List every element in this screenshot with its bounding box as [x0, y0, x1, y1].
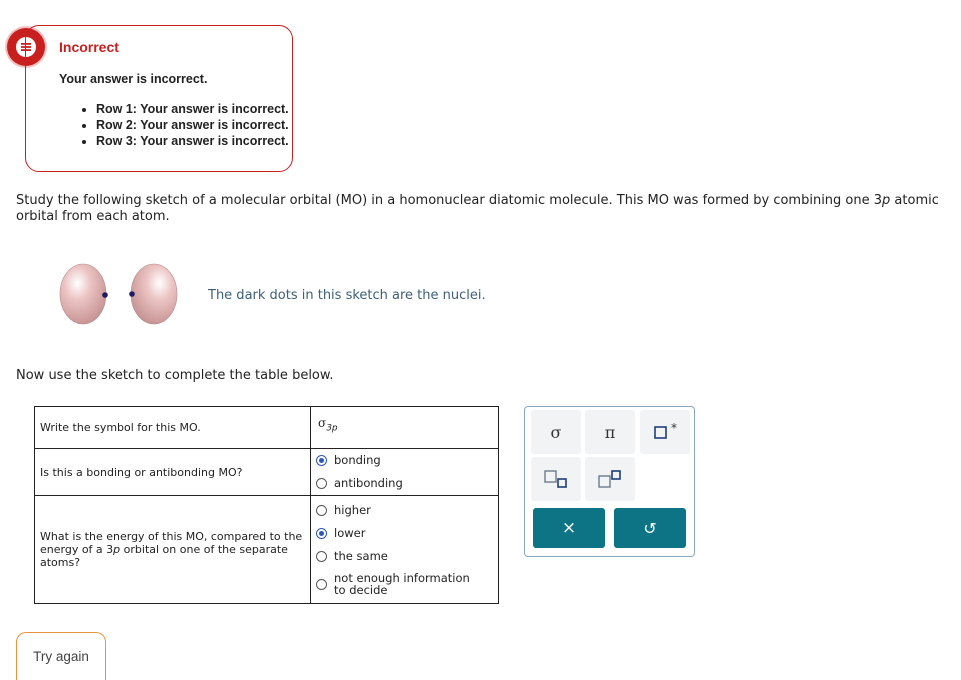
mo-sketch — [56, 258, 182, 332]
option-not-enough-info-label: not enough information to decide — [334, 570, 470, 597]
nucleus-right — [129, 291, 135, 297]
option-lower-label: lower — [334, 526, 366, 541]
mo-symbol-input[interactable] — [311, 407, 499, 449]
pi-icon: π — [604, 422, 616, 442]
row1-question: Write the symbol for this MO. — [35, 407, 311, 449]
mo-lobe-right — [131, 264, 177, 324]
clear-button[interactable] — [533, 508, 605, 548]
feedback-row-list — [79, 101, 289, 149]
feedback-row-1: • Row 1: Your answer is incorrect. — [96, 101, 289, 117]
radio-not-enough-info[interactable] — [316, 579, 327, 590]
undo-icon: ↺ — [643, 518, 657, 538]
option-the-same[interactable] — [311, 545, 498, 568]
try-again-button[interactable]: Try again — [16, 632, 106, 680]
subscript-icon — [543, 469, 569, 489]
radio-lower[interactable] — [316, 528, 327, 539]
sigma-button[interactable] — [531, 410, 581, 454]
feedback-row-3: • Row 3: Your answer is incorrect. — [96, 133, 289, 149]
symbol-palette — [524, 406, 695, 557]
row2-options — [311, 449, 499, 496]
question-intro: Study the following sketch of a molecular orbital (MO) in a homonuclear diatomic molecule. This MO was formed by combining one 3p atomic orbital from each atom. — [16, 193, 939, 224]
option-bonding-label: bonding — [334, 453, 381, 468]
mo-symbol-entry: $\sigma_{3p}$ — [318, 416, 338, 434]
sketch-note: The dark dots in this sketch are the nuclei. — [208, 288, 486, 303]
option-antibonding-label: antibonding — [334, 476, 403, 491]
feedback-row-2: • Row 2: Your answer is incorrect. — [96, 117, 289, 133]
table-prompt: Now use the sketch to complete the table below. — [16, 368, 334, 383]
option-the-same-label: the same — [334, 549, 388, 564]
superscript-icon — [597, 469, 623, 489]
feedback-title: Incorrect — [59, 39, 119, 55]
subscript-button[interactable] — [531, 457, 581, 501]
undo-button[interactable] — [614, 508, 686, 548]
option-higher[interactable] — [311, 499, 498, 522]
close-icon: × — [561, 518, 577, 538]
option-lower[interactable] — [311, 522, 498, 545]
radio-higher[interactable] — [316, 505, 327, 516]
star-glyph: * — [671, 421, 677, 435]
radio-bonding[interactable] — [316, 455, 327, 466]
superscript-button[interactable] — [585, 457, 635, 501]
option-not-enough-info[interactable] — [311, 568, 498, 600]
row2-question: Is this a bonding or antibonding MO? — [35, 449, 311, 496]
superscript-star-button[interactable] — [640, 410, 690, 454]
pi-button[interactable] — [585, 410, 635, 454]
sigma-icon: σ — [550, 422, 562, 442]
option-antibonding[interactable] — [311, 472, 498, 495]
row3-options — [311, 496, 499, 604]
option-higher-label: higher — [334, 503, 371, 518]
row3-question: What is the energy of this MO, compared to the energy of a 3p orbital on one of the separate atoms? — [35, 496, 311, 604]
option-bonding[interactable] — [311, 449, 498, 472]
radio-antibonding[interactable] — [316, 478, 327, 489]
radio-the-same[interactable] — [316, 551, 327, 562]
mo-answer-table — [34, 406, 499, 604]
nucleus-left — [102, 292, 108, 298]
mo-lobe-left — [60, 264, 106, 324]
feedback-message: Your answer is incorrect. — [59, 72, 208, 86]
